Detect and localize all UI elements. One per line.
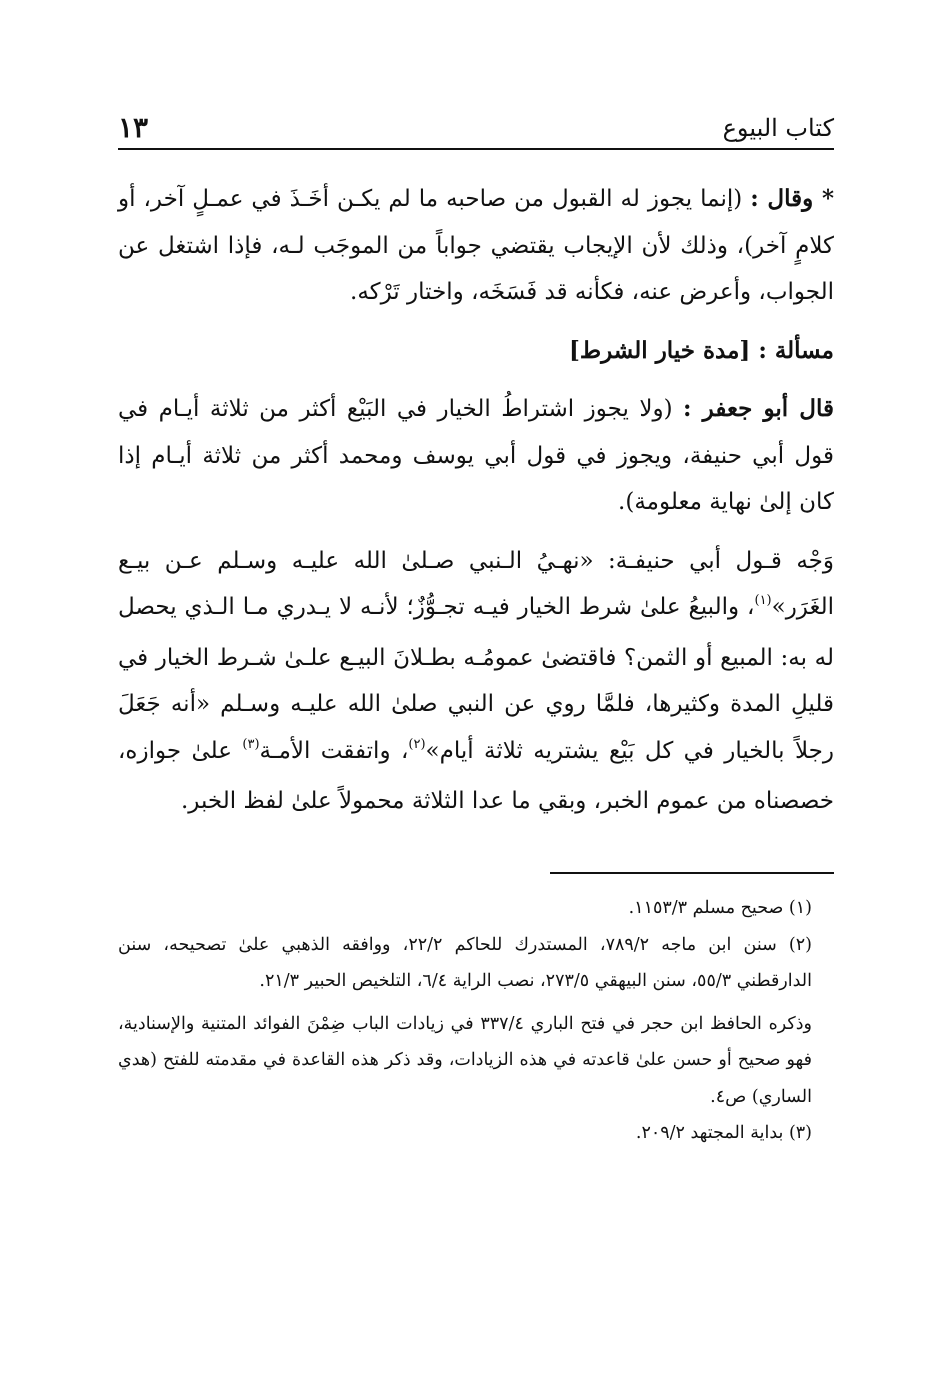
paragraph-2 xyxy=(118,386,834,526)
main-text xyxy=(118,176,834,825)
running-header xyxy=(118,104,834,150)
footnote-ref-3[interactable]: (٣) xyxy=(242,736,260,752)
speaker-lead: * وقال : xyxy=(750,185,834,212)
chapter-title: كتاب البيوع xyxy=(722,114,834,142)
footnote-2: (٢) سنن ابن ماجه ٧٨٩/٢، المستدرك للحاكم ٢٢/٢، ووافقه الذهبي علىٰ تصحيحه، سنن الدارقطني ٥٥/٣، سنن البيهقي ٢٧٣/٥، نصب الراية ٦/٤، التلخيص الحبير ٢١/٣. xyxy=(118,934,812,991)
footnote-1: (١) صحيح مسلم ١١٥٣/٣. xyxy=(628,898,812,918)
paragraph-1-text: (إنما يجوز له القبول من صاحبه ما لم يكـن أخَـذَ في عمـلٍ آخر، أو كلامٍ آخر)، وذلك لأن الإيجاب يقتضي جواباً من الموجَب لـه، فإذا اشتغل عن الجواب، وأعرض عنه، فكأنه قد فَسَخَه، واختار تَرْكه. xyxy=(118,186,834,305)
footnote-2-note: وذكره الحافظ ابن حجر في فتح الباري ٣٣٧/٤ في زيادات الباب ضِمْنَ الفوائد المتنية والإسنادية، فهو صحيح أو حسن علىٰ قاعدته في هذه الزيادات، وقد ذكر هذه القاعدة في مقدمته للفتح (هدي الساري) ص٤. xyxy=(118,1013,812,1107)
footnote-3: (٣) بداية المجتهد ٢٠٩/٢. xyxy=(635,1123,812,1143)
paragraph-3-text-d: علىٰ جوازه، خصصناه من عموم الخبر، وبقي ما عدا الثلاثة محمولاً علىٰ لفظ الخبر. xyxy=(118,737,834,814)
footnote-ref-1[interactable]: (١) xyxy=(754,593,772,608)
paragraph-3-text-a: وَجْه قـول أبي حنيفـة: «نهـيُ الـنبي صـلىٰ الله عليـه وسـلم عـن بيـع الغَرَر» xyxy=(118,547,834,620)
page-number: ١٣ xyxy=(118,111,149,144)
paragraph-2-text: (ولا يجوز اشتراطُ الخيار في البَيْع أكثر من ثلاثة أيـام في قول أبي حنيفة، ويجوز في قول أبي يوسف ومحمد أكثر من ثلاثة أيـام إذا كان إلىٰ نهاية معلومة). xyxy=(118,396,834,515)
footnotes xyxy=(118,890,834,1152)
footnote-divider xyxy=(550,872,834,874)
speaker-lead: قال أبو جعفر : xyxy=(683,395,834,422)
paragraph-3-text-c: ، واتفقت الأمـة xyxy=(259,737,409,764)
paragraph-3-text-b: ، والبيعُ علىٰ شرط الخيار فيـه تجـوُّزٌ؛ لأنـه لا يـدري مـا الـذي يحصل له به: المبيع أو الثمن؟ فاقتضىٰ عمومُـه بطـلانَ البيـع علـىٰ شـرط الخيار في قليلِ المدة وكثيرها، فلمَّا روي عن النبي صلىٰ الله عليـه وسـلم «أنه جَعَلَ رجلاً بالخيار في كل بَيْع يشتريه ثلاثة أيام» xyxy=(118,594,834,764)
paragraph-1 xyxy=(118,176,834,316)
paragraph-3 xyxy=(118,538,834,825)
footnote-ref-2[interactable]: (٢) xyxy=(408,736,426,752)
section-heading: مسألة : [مدة خيار الشرط] xyxy=(568,336,834,364)
